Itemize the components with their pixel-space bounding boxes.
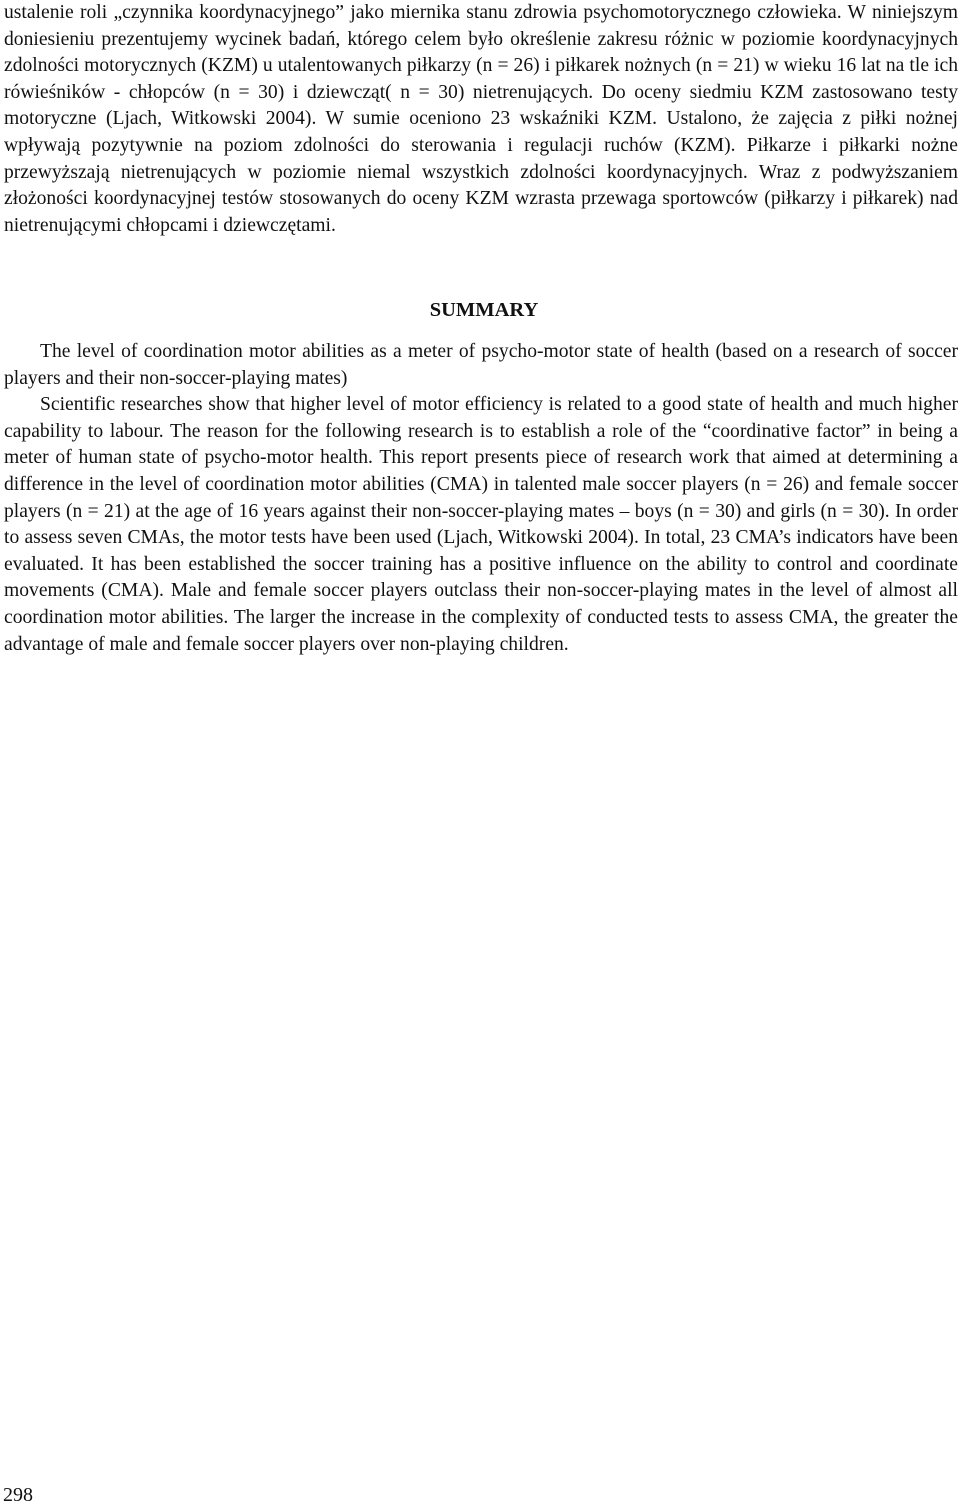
polish-abstract-paragraph: ustalenie roli „czynnika koordynacyjnego” jako miernika stanu zdrowia psychomotorycznego człowieka. W niniejszym doniesieniu prezentujemy wycinek badań, którego celem było określenie zakresu różnic w poziomie koordynacyjnych zdolności motorycznych (KZM) u utalentowanych piłkarzy (n = 26) i piłkarek nożnych (n = 21) w wieku 16 lat na tle ich rówieśników - chłopców (n = 30) i dziewcząt( n = 30) nietrenujących. Do oceny siedmiu KZM zastosowano testy motoryczne (Ljach, Witkowski 2004). W sumie oceniono 23 wskaźniki KZM. Ustalono, że zajęcia z piłki nożnej wpływają pozytywnie na poziom zdolności do sterowania i regulacji ruchów (KZM). Piłkarze i piłkarki nożne przewyższają nietrenujących w poziomie niemal wszystkich zdolności koordynacyjnych. Wraz z podwyższaniem złożoności koordynacyjnej testów stosowanych do oceny KZM wzrasta przewaga sportowców (piłkarzy i piłkarek) nad nietrenującymi chłopcami i dziewczętami. [4, 2, 958, 236]
summary-title-paragraph: The level of coordination motor abilities as a meter of psycho-motor state of health (based on a research of soccer players and their non-soccer-playing mates) [4, 341, 958, 389]
page-number: 298 [3, 1484, 33, 1506]
summary-section [4, 339, 958, 658]
summary-body-paragraph: Scientific researches show that higher level of motor efficiency is related to a good state of health and much higher capability to labour. The reason for the following research is to establish a role of the “coordinative factor” in being a meter of human state of psycho-motor health. This report presents piece of research work that aimed at determining a difference in the level of coordination motor abilities (CMA) in talented male soccer players (n = 26) and female soccer players (n = 21) at the age of 16 years against their non-soccer-playing mates – boys (n = 30) and girls (n = 30). In order to assess seven CMAs, the motor tests have been used (Ljach, Witkowski 2004). In total, 23 CMA’s indicators have been evaluated. It has been established the soccer training has a positive influence on the ability to control and coordinate movements (CMA). Male and female soccer players outclass their non-soccer-playing mates in the level of almost all coordination motor abilities. The larger the increase in the complexity of conducted tests to assess CMA, the greater the advantage of male and female soccer players over non-playing children. [4, 394, 958, 655]
summary-heading: SUMMARY [429, 299, 539, 321]
